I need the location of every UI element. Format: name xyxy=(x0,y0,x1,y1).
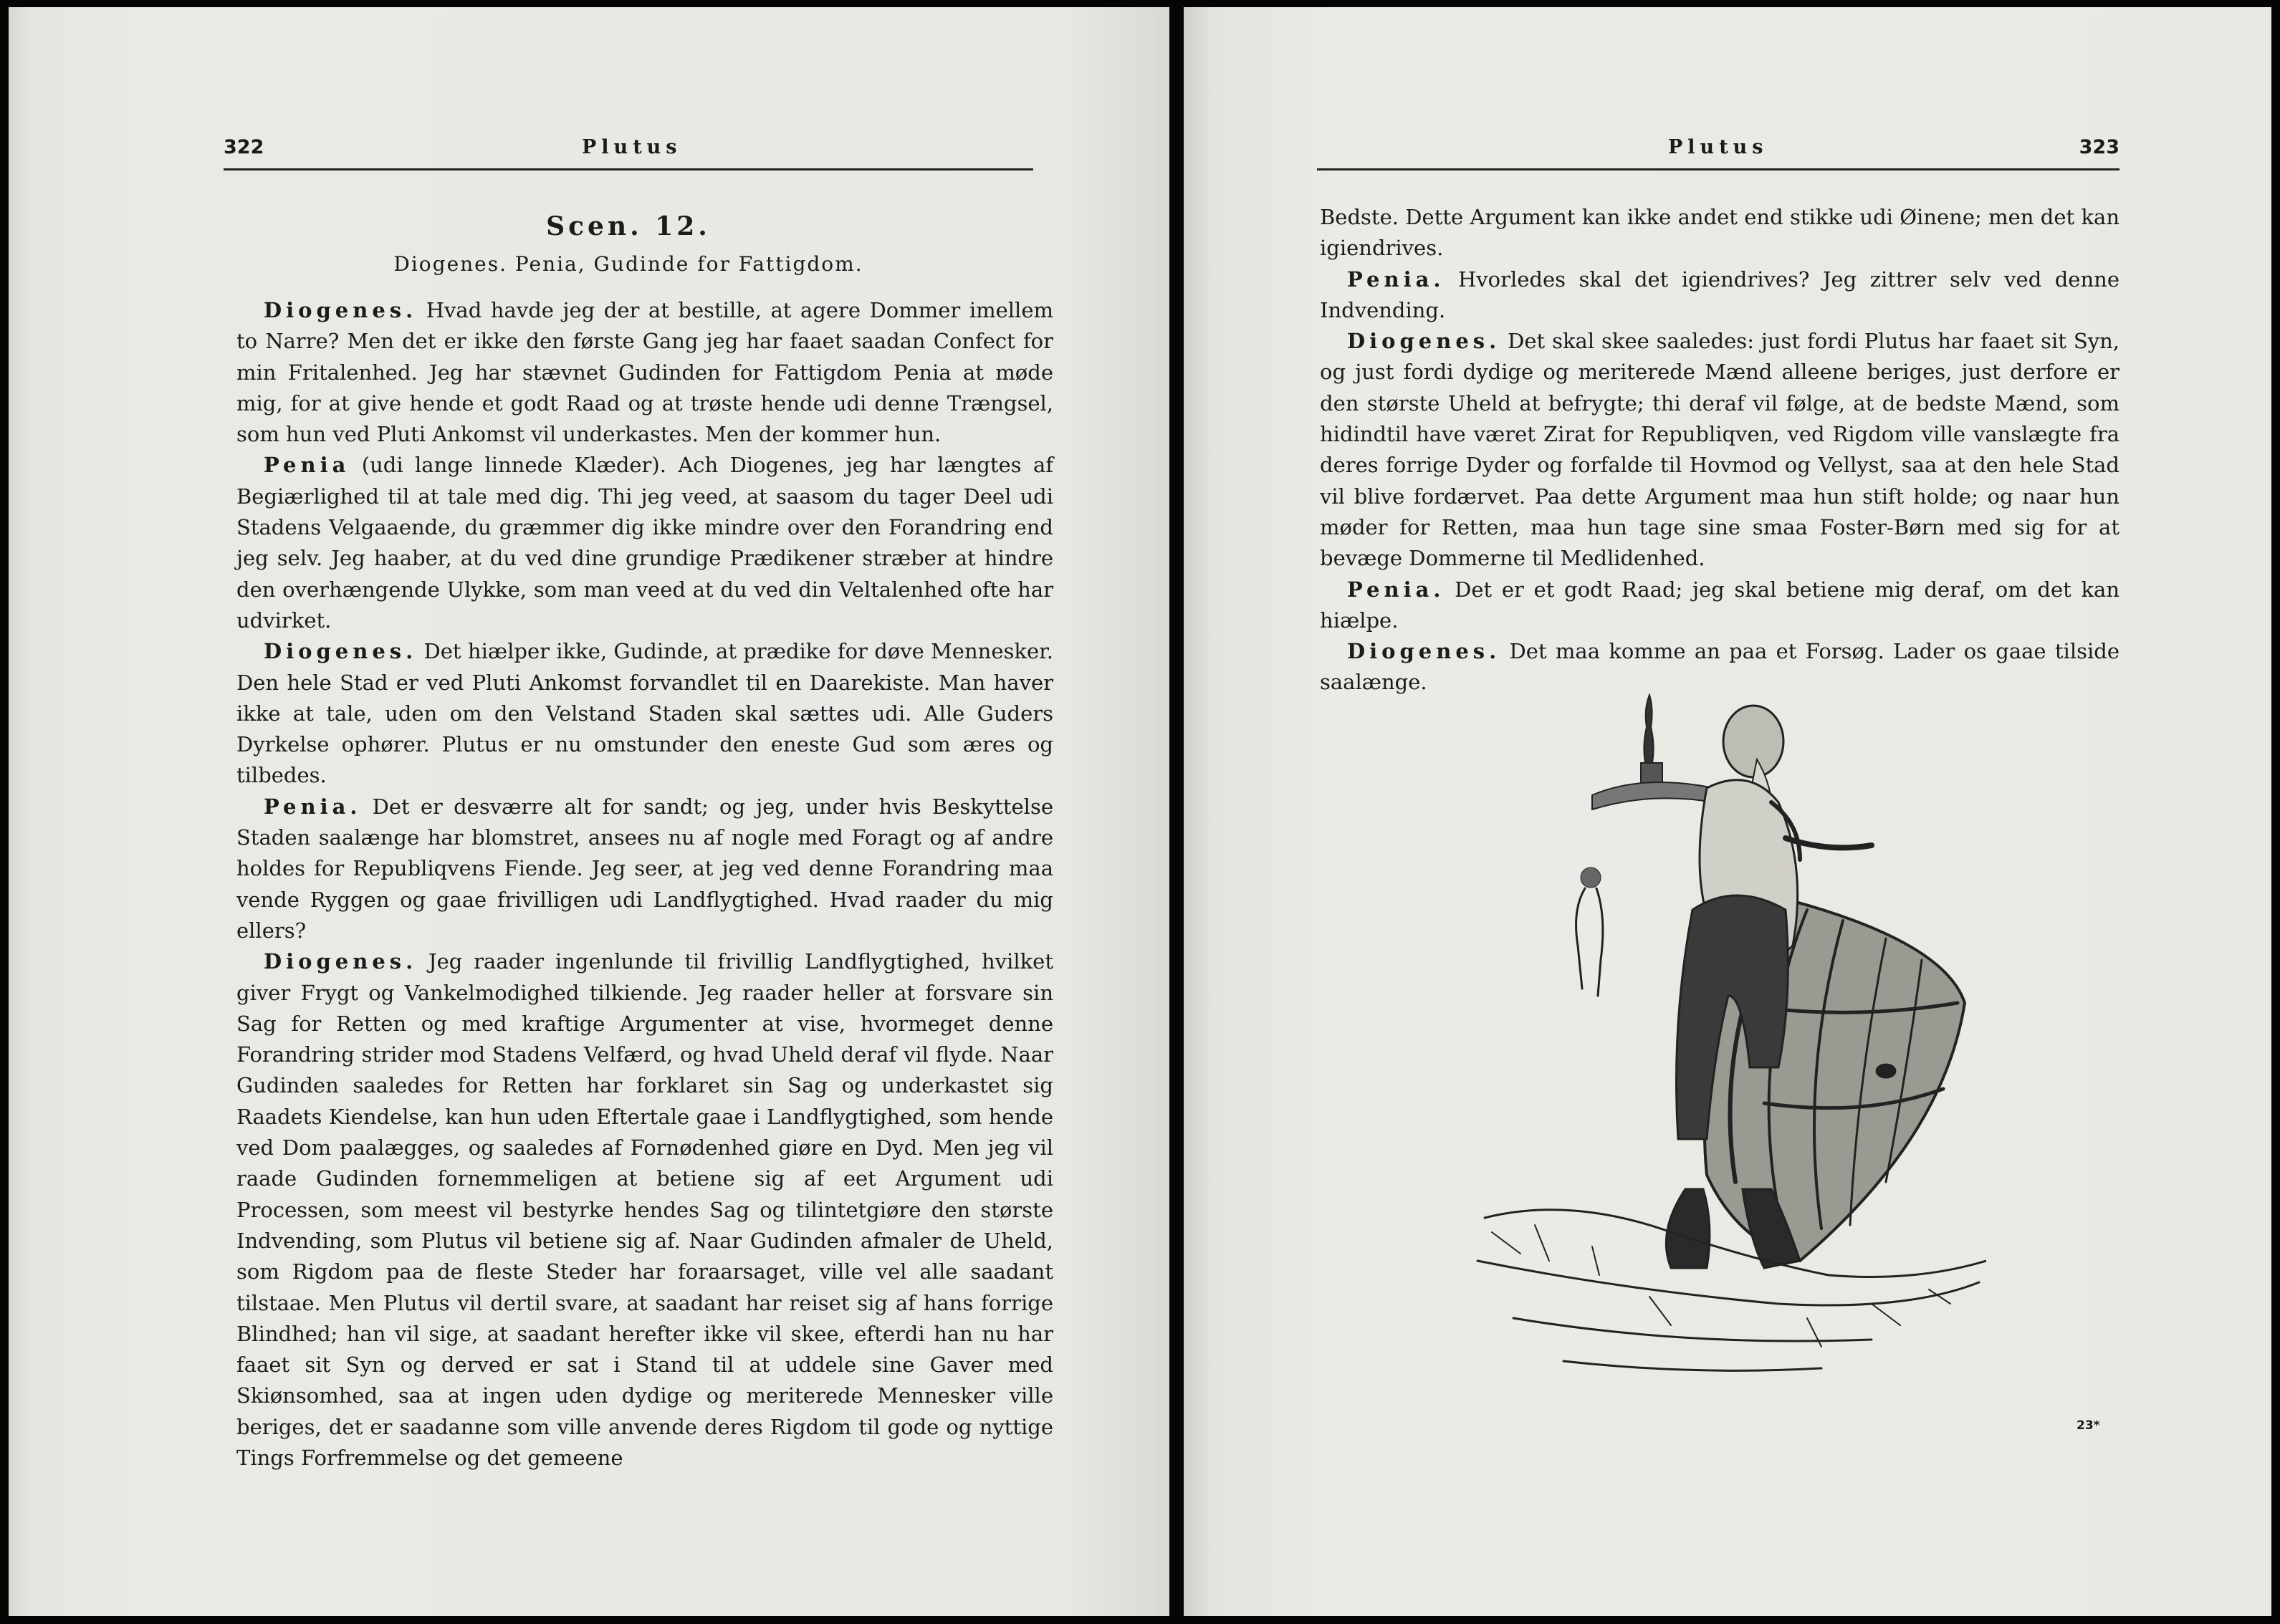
paragraph-text: Bedste. Dette Argument kan ikke andet end stikke udi Øinene; men det kan igiendrives. xyxy=(1320,205,2119,261)
speaker-name: Penia. xyxy=(1347,577,1445,602)
paragraph xyxy=(1320,264,2119,327)
right-header-rule xyxy=(1317,168,2119,170)
paragraph-text: Jeg raader ingenlunde til frivillig Landflygtighed, hvilket giver Frygt og Vankelmodighed tilkiende. Jeg raader heller at forsvare sin Sag for Retten og med kraftige Argumenter at vise, hvormeget denne Forandring strider mod Stadens Velfærd, og hvad Uheld deraf vil flyde. Naar Gudinden saaledes for Retten har forklaret sin Sag og underkastet sig Raadets Kiendelse, kan hun uden Eftertale gaae i Landflygtighed, som hende ved Dom paalægges, og saaledes af Fornødenhed giøre en Dyd. Men jeg vil raade Gudinden fornemmeligen at betiene sig af eet Argument udi Processen, som meest vil bestyrke hendes Sag og tilintetgiøre den største Indvending, som Plutus vil betiene sig af. Naar Gudinden afmaler de Uheld, som Rigdom paa de fleste Steder har foraarsaget, ville vel alle saadant tilstaae. Men Plutus vil dertil svare, at saadant har reiset sig af hans forrige Blindhed; han vil sige, at saadant herefter ikke vil skee, efterdi han nu har faaet sit Syn og derved er sat i Stand til at uddele sine Gaver med Skiønsomhed, saa at ingen uden dydige og meriterede Mennesker ville beriges, det er saadanne som ville anvende deres Rigdom til gode og nyttige Tings Forfremmelse og det gemeene xyxy=(236,949,1053,1470)
paragraph xyxy=(236,946,1053,1474)
paragraph-text: (udi lange linnede Klæder). Ach Diogenes, jeg har længtes af Begiærlighed til at tale med dig. Thi jeg veed, at saasom du tager Deel udi Stadens Velgaaende, du græmmer dig ikke mindre over den Forandring end jeg selv. Jeg haaber, at du ved dine grundige Prædikener stræber at hindre den overhængende Ulykke, som man veed at du ved din Veltalenhed ofte har udvirket. xyxy=(236,453,1053,633)
paragraph-text: Hvad havde jeg der at bestille, at agere Dommer imellem to Narre? Men det er ikke den første Gang jeg har faaet saadan Confect for min Fritalenhed. Jeg har stævnet Gudinden for Fattigdom Penia at møde mig, for at give hende et godt Raad og at trøste hende udi denne Trængsel, som hun ved Pluti Ankomst vil underkastes. Men der kommer hun. xyxy=(236,298,1053,447)
paragraph xyxy=(1320,326,2119,574)
scene-subtitle: Diogenes. Penia, Gudinde for Fattigdom. xyxy=(393,252,863,276)
paragraph xyxy=(1320,575,2119,637)
paragraph-text: Det hiælper ikke, Gudinde, at prædike for døve Mennesker. Den hele Stad er ved Pluti Ankomst forvandlet til en Daarekiste. Man haver ikke at tale, uden om den Velstand Staden skal sættes udi. Alle Guders Dyrkelse ophører. Plutus er nu omstunder den eneste Gud som æres og tilbedes. xyxy=(236,639,1053,788)
paragraph-text: Det maa komme an paa et Forsøg. Lader os gaae tilside saalænge. xyxy=(1320,639,2119,695)
speaker-name: Diogenes. xyxy=(264,949,418,974)
speaker-name: Diogenes. xyxy=(1347,329,1501,354)
right-page xyxy=(1184,7,2271,1616)
paragraph-text: Det skal skee saaledes: just fordi Plutus har faaet sit Syn, og just fordi dydige og meriterede Mænd alleene beriges, just derfore er den største Uheld at befrygte; thi deraf vil følge, at de bedste Mænd, som hidindtil have været Zirat for Republiqven, ved Rigdom ville vanslægte fra deres forrige Dyder og forfalde til Hovmod og Vellyst, saa at den hele Stad vil blive fordærvet. Paa dette Argument maa hun stift holde; og naar hun møder for Retten, maa hun tage sine smaa Foster-Børn med sig for at bevæge Dommerne til Medlidenhed. xyxy=(1320,329,2119,571)
signature-mark: 23* xyxy=(2077,1418,2100,1433)
speaker-name: Diogenes. xyxy=(264,639,418,664)
paragraph xyxy=(1320,202,2119,264)
paragraph-text: Det er desværre alt for sandt; og jeg, under hvis Beskyttelse Staden saalænge har blomstret, ansees nu af nogle med Foragt og af andre holdes for Republiqvens Fiende. Jeg seer, at jeg ved denne Forandring maa vende Ryggen og gaae frivilligen udi Landflygtighed. Hvad raader du mig ellers? xyxy=(236,794,1053,943)
left-running-title: Plutus xyxy=(582,136,682,158)
paragraph-text: Det er et godt Raad; jeg skal betiene mig deraf, om det kan hiælpe. xyxy=(1320,577,2119,633)
right-text-block xyxy=(1320,202,2119,698)
paragraph xyxy=(236,636,1053,791)
left-page-number: 322 xyxy=(224,136,264,158)
left-header-rule xyxy=(224,168,1033,170)
paragraph xyxy=(236,295,1053,450)
speaker-name: Penia xyxy=(264,453,350,478)
diogenes-barrel-illustration xyxy=(1470,673,1986,1383)
right-running-title: Plutus xyxy=(1668,136,1768,158)
left-running-head xyxy=(224,136,1033,170)
speaker-name: Diogenes. xyxy=(264,298,418,322)
speaker-name: Penia. xyxy=(1347,266,1445,292)
paragraph xyxy=(236,450,1053,636)
right-page-number: 323 xyxy=(2079,136,2119,158)
paragraph xyxy=(236,792,1053,946)
speaker-name: Diogenes. xyxy=(1347,639,1501,664)
right-running-head xyxy=(1317,136,2119,170)
left-text-block xyxy=(236,295,1053,1474)
scene-title: Scen. 12. xyxy=(546,211,711,241)
speaker-name: Penia. xyxy=(264,794,362,819)
paragraph-text: Hvorledes skal det igiendrives? Jeg zittrer selv ved denne Indvending. xyxy=(1320,266,2119,322)
left-page xyxy=(9,7,1169,1616)
